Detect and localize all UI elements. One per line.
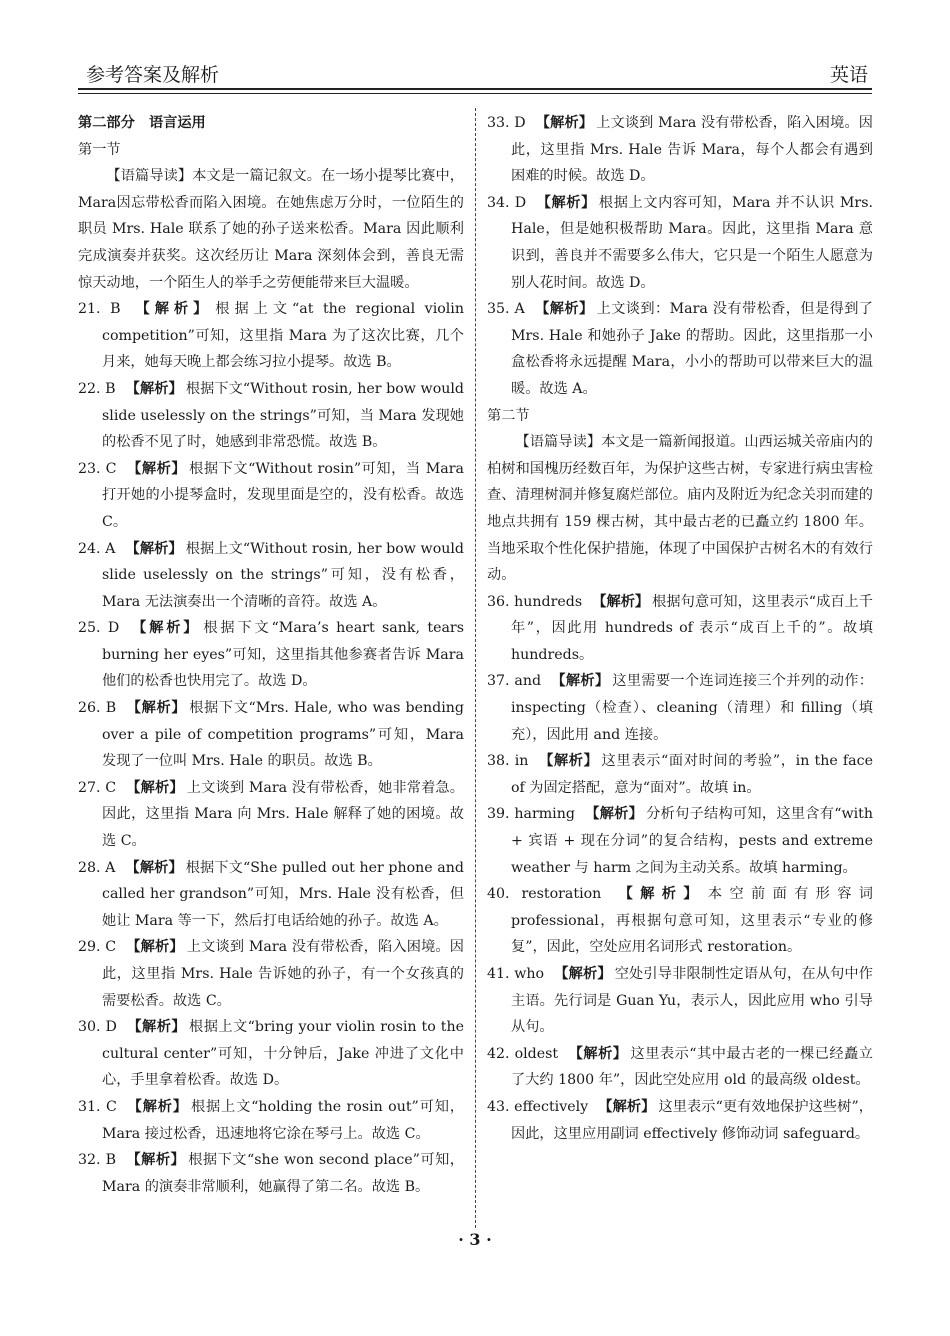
answer-item xyxy=(487,110,873,190)
analysis-text: 这里表示“更有效地保护这些树”，因此，这里应用副词 effectively 修饰动词 safeguard。 xyxy=(511,1098,873,1142)
page-header xyxy=(78,58,872,88)
analysis-text: 根据上文“bring your violin rosin to the cultural center”可知，十分钟后，Jake 冲进了文化中心，手里拿着松香。故选 D。 xyxy=(102,1019,464,1089)
analysis-text: 根据下文“Without rosin, her bow would slide uselessly on the strings”可知，当 Mara 发现她的松香不见了时，她感到非常恐慌。故选 B。 xyxy=(102,380,464,451)
analysis-tag: 【解析】 xyxy=(126,779,184,796)
analysis-tag: 【解析】 xyxy=(130,301,213,318)
section-title: 第二部分 语言运用 xyxy=(78,115,206,131)
answer-item xyxy=(487,668,873,748)
analysis-tag: 【解析】 xyxy=(584,806,644,823)
answer-key: 31. C xyxy=(78,1098,117,1115)
analysis-text: 上文谈到 Mara 没有带松香，她非常着急。因此，这里指 Mara 向 Mrs. Hale 解释了她的困境。故选 C。 xyxy=(102,779,464,850)
analysis-text: 上文谈到 Mara 没有带松香，陷入困境。因此，这里指 Mrs. Hale 告诉她的孙子，有一个女孩真的需要松香。故选 C。 xyxy=(102,939,464,1009)
analysis-text: 上文谈到：Mara 没有带松香，但是得到了 Mrs. Hale 和她孙子 Jake 的帮助。因此，这里指那一小盒松香将永远提醒 Mara，小小的帮助可以带来巨大的温暖。故选 A。 xyxy=(511,301,873,397)
header-rule-thin xyxy=(78,93,872,94)
analysis-tag: 【解析】 xyxy=(126,700,187,717)
answer-item xyxy=(487,1094,873,1147)
answer-item xyxy=(78,456,464,536)
analysis-text: 根据下文“she won second place”可知，Mara 的演奏非常顺利，她赢得了第二名。故选 B。 xyxy=(102,1152,464,1195)
analysis-tag: 【解析】 xyxy=(126,1152,186,1169)
subsection-title: 第一节 xyxy=(78,141,121,158)
header-title: 参考答案及解析 xyxy=(86,64,220,86)
passage-intro: 【语篇导读】本文是一篇新闻报道。山西运城关帝庙内的柏树和国槐历经数百年，为保护这些古树，专家进行病虫害检查、清理树洞并修复腐烂部位。庙内及附近为纪念关羽而建的地点共拥有 159 棵古树，其中最古老的已矗立约 1800 年。当地采取个性化保护措施，体现了中国保护古树名木的有效行动。 xyxy=(487,434,873,584)
answer-item xyxy=(78,1094,464,1147)
analysis-text: 根据句意可知，这里表示“成百上千年”，因此用 hundreds of 表示“成百上千的”。故填 hundreds。 xyxy=(511,593,873,663)
analysis-tag: 【解析】 xyxy=(554,966,612,982)
analysis-text: 分析句子结构可知，这里含有“with + 宾语 + 现在分词”的复合结构，pests and extreme weather 与 harm 之间为主动关系。故填 harming。 xyxy=(511,806,873,876)
answer-key: 24. A xyxy=(78,540,116,557)
answer-item xyxy=(78,536,464,616)
analysis-tag: 【解析】 xyxy=(125,859,183,876)
answer-list xyxy=(487,110,873,403)
analysis-text: 根据下文“She pulled out her phone and called her grandson”可知，Mrs. Hale 没有松香，但她让 Mara 等一下，然后打电话给她的孙子。故选 A。 xyxy=(102,859,464,929)
answer-key: 37. and xyxy=(487,673,542,690)
answer-item xyxy=(487,296,873,402)
header-subject: 英语 xyxy=(829,64,868,86)
analysis-tag: 【解析】 xyxy=(568,1045,628,1062)
answer-key: 36. hundreds xyxy=(487,593,583,610)
analysis-tag: 【解析】 xyxy=(125,540,183,557)
analysis-tag: 【解析】 xyxy=(535,115,594,131)
answer-list xyxy=(487,589,873,1147)
answer-key: 39. harming xyxy=(487,806,575,823)
analysis-tag: 【解析】 xyxy=(129,620,201,637)
analysis-tag: 【解析】 xyxy=(534,301,594,318)
right-column xyxy=(487,110,873,1147)
analysis-text: 上文谈到 Mara 没有带松香，陷入困境。因此，这里指 Mrs. Hale 告诉 Mara，每个人都会有遇到困难的时候。故选 D。 xyxy=(511,115,873,185)
answer-item xyxy=(487,881,873,961)
answer-key: 27. C xyxy=(78,779,117,796)
page-number: · 3 · xyxy=(458,1230,492,1249)
answer-key: 22. B xyxy=(78,380,116,397)
analysis-text: 根据上文内容可知，Mara 并不认识 Mrs. Hale，但是她积极帮助 Mara。因此，这里指 Mara 意识到，善良并不需要多么伟大，它只是一个陌生人愿意为别人花时间。故选 D。 xyxy=(511,194,873,291)
analysis-text: 根据上文“Without rosin, her bow would slide uselessly on the strings”可知，没有松香，Mara 无法演奏出一个清晰的音符。故选 A。 xyxy=(102,540,464,610)
analysis-tag: 【解析】 xyxy=(536,194,596,211)
subsection-title: 第二节 xyxy=(487,407,530,424)
analysis-tag: 【解析】 xyxy=(551,673,610,690)
answer-key: 34. D xyxy=(487,194,527,211)
answer-item xyxy=(487,1041,873,1094)
analysis-text: 本空前面有形容词 professional，再根据句意可知，这里表示“专业的修复”，因此，空处应用名词形式 restoration。 xyxy=(511,886,873,956)
answer-item xyxy=(487,961,873,1041)
answer-list xyxy=(78,296,464,1200)
answer-item xyxy=(78,695,464,775)
answer-key: 28. A xyxy=(78,859,116,876)
analysis-text: 这里需要一个连词连接三个并列的动作：inspecting（检查）、cleaning（清理）和 filling（填充），因此用 and 连接。 xyxy=(511,673,873,743)
analysis-text: 空处引导非限制性定语从句，在从句中作主语。先行词是 Guan Yu，表示人，因此应用 who 引导从句。 xyxy=(511,966,873,1036)
answer-item xyxy=(487,589,873,669)
answer-item xyxy=(78,775,464,855)
answer-key: 43. effectively xyxy=(487,1098,589,1115)
answer-key: 42. oldest xyxy=(487,1045,559,1062)
analysis-tag: 【解析】 xyxy=(126,460,187,477)
analysis-tag: 【解析】 xyxy=(126,1098,188,1115)
passage-intro: 【语篇导读】本文是一篇记叙文。在一场小提琴比赛中，Mara因忘带松香而陷入困境。在她焦虑万分时，一位陌生的职员 Mrs. Hale 联系了她的孙子送来松香。Mara 因此顺利完成演奏并获奖。这次经历让 Mara 深刻体会到，善良无需惊天动地，一个陌生人的举手之劳便能带来巨大温暖。 xyxy=(78,168,464,291)
analysis-text: 根据上文“at the regional violin competition”可知，这里指 Mara 为了这次比赛，几个月来，她每天晚上都会练习拉小提琴。故选 B。 xyxy=(102,301,464,371)
answer-key: 35. A xyxy=(487,301,525,318)
answer-key: 40. restoration xyxy=(487,886,602,903)
answer-item xyxy=(78,855,464,935)
answer-key: 25. D xyxy=(78,620,120,637)
analysis-tag: 【解析】 xyxy=(538,753,599,770)
analysis-text: 这里表示“其中最古老的一棵已经矗立了大约 1800 年”，因此空处应用 old 的最高级 oldest。 xyxy=(511,1045,873,1089)
analysis-tag: 【解析】 xyxy=(126,1019,187,1036)
answer-item xyxy=(487,748,873,801)
analysis-tag: 【解析】 xyxy=(598,1098,656,1115)
analysis-tag: 【解析】 xyxy=(126,939,184,956)
header-rule-thick xyxy=(78,88,872,90)
answer-item xyxy=(78,615,464,695)
answer-key: 32. B xyxy=(78,1152,116,1169)
answer-key: 33. D xyxy=(487,115,526,131)
answer-item xyxy=(78,296,464,376)
left-column xyxy=(78,110,464,1200)
answer-key: 26. B xyxy=(78,700,117,717)
analysis-text: 根据下文“Mrs. Hale, who was bending over a pile of competition programs”可知，Mara 发现了一位叫 Mrs. Hale 的职员。故选 B。 xyxy=(102,700,464,770)
analysis-tag: 【解析】 xyxy=(592,593,650,610)
answer-item xyxy=(78,376,464,456)
answer-key: 29. C xyxy=(78,939,117,956)
answer-key: 30. D xyxy=(78,1019,117,1036)
answer-item xyxy=(78,1014,464,1094)
analysis-text: 根据下文“Mara’s heart sank, tears burning her eyes”可知，这里指其他参赛者告诉 Mara 他们的松香也快用完了。故选 D。 xyxy=(102,620,464,690)
analysis-tag: 【解析】 xyxy=(125,380,183,397)
answer-key: 23. C xyxy=(78,460,117,477)
answer-item xyxy=(78,934,464,1014)
answer-key: 41. who xyxy=(487,966,545,982)
answer-item xyxy=(78,1147,464,1200)
column-divider xyxy=(475,108,476,1228)
analysis-text: 这里表示“面对时间的考验”，in the face of 为固定搭配，意为“面对”。故填 in。 xyxy=(511,753,873,796)
analysis-text: 根据下文“Without rosin”可知，当 Mara 打开她的小提琴盒时，发现里面是空的，没有松香。故选 C。 xyxy=(102,460,464,530)
answer-key: 21. B xyxy=(78,301,121,318)
analysis-tag: 【解析】 xyxy=(611,886,705,903)
answer-item xyxy=(487,190,873,296)
answer-key: 38. in xyxy=(487,753,529,770)
analysis-text: 根据上文“holding the rosin out”可知，Mara 接过松香，迅速地将它涂在琴弓上。故选 C。 xyxy=(102,1098,464,1142)
answer-item xyxy=(487,801,873,881)
